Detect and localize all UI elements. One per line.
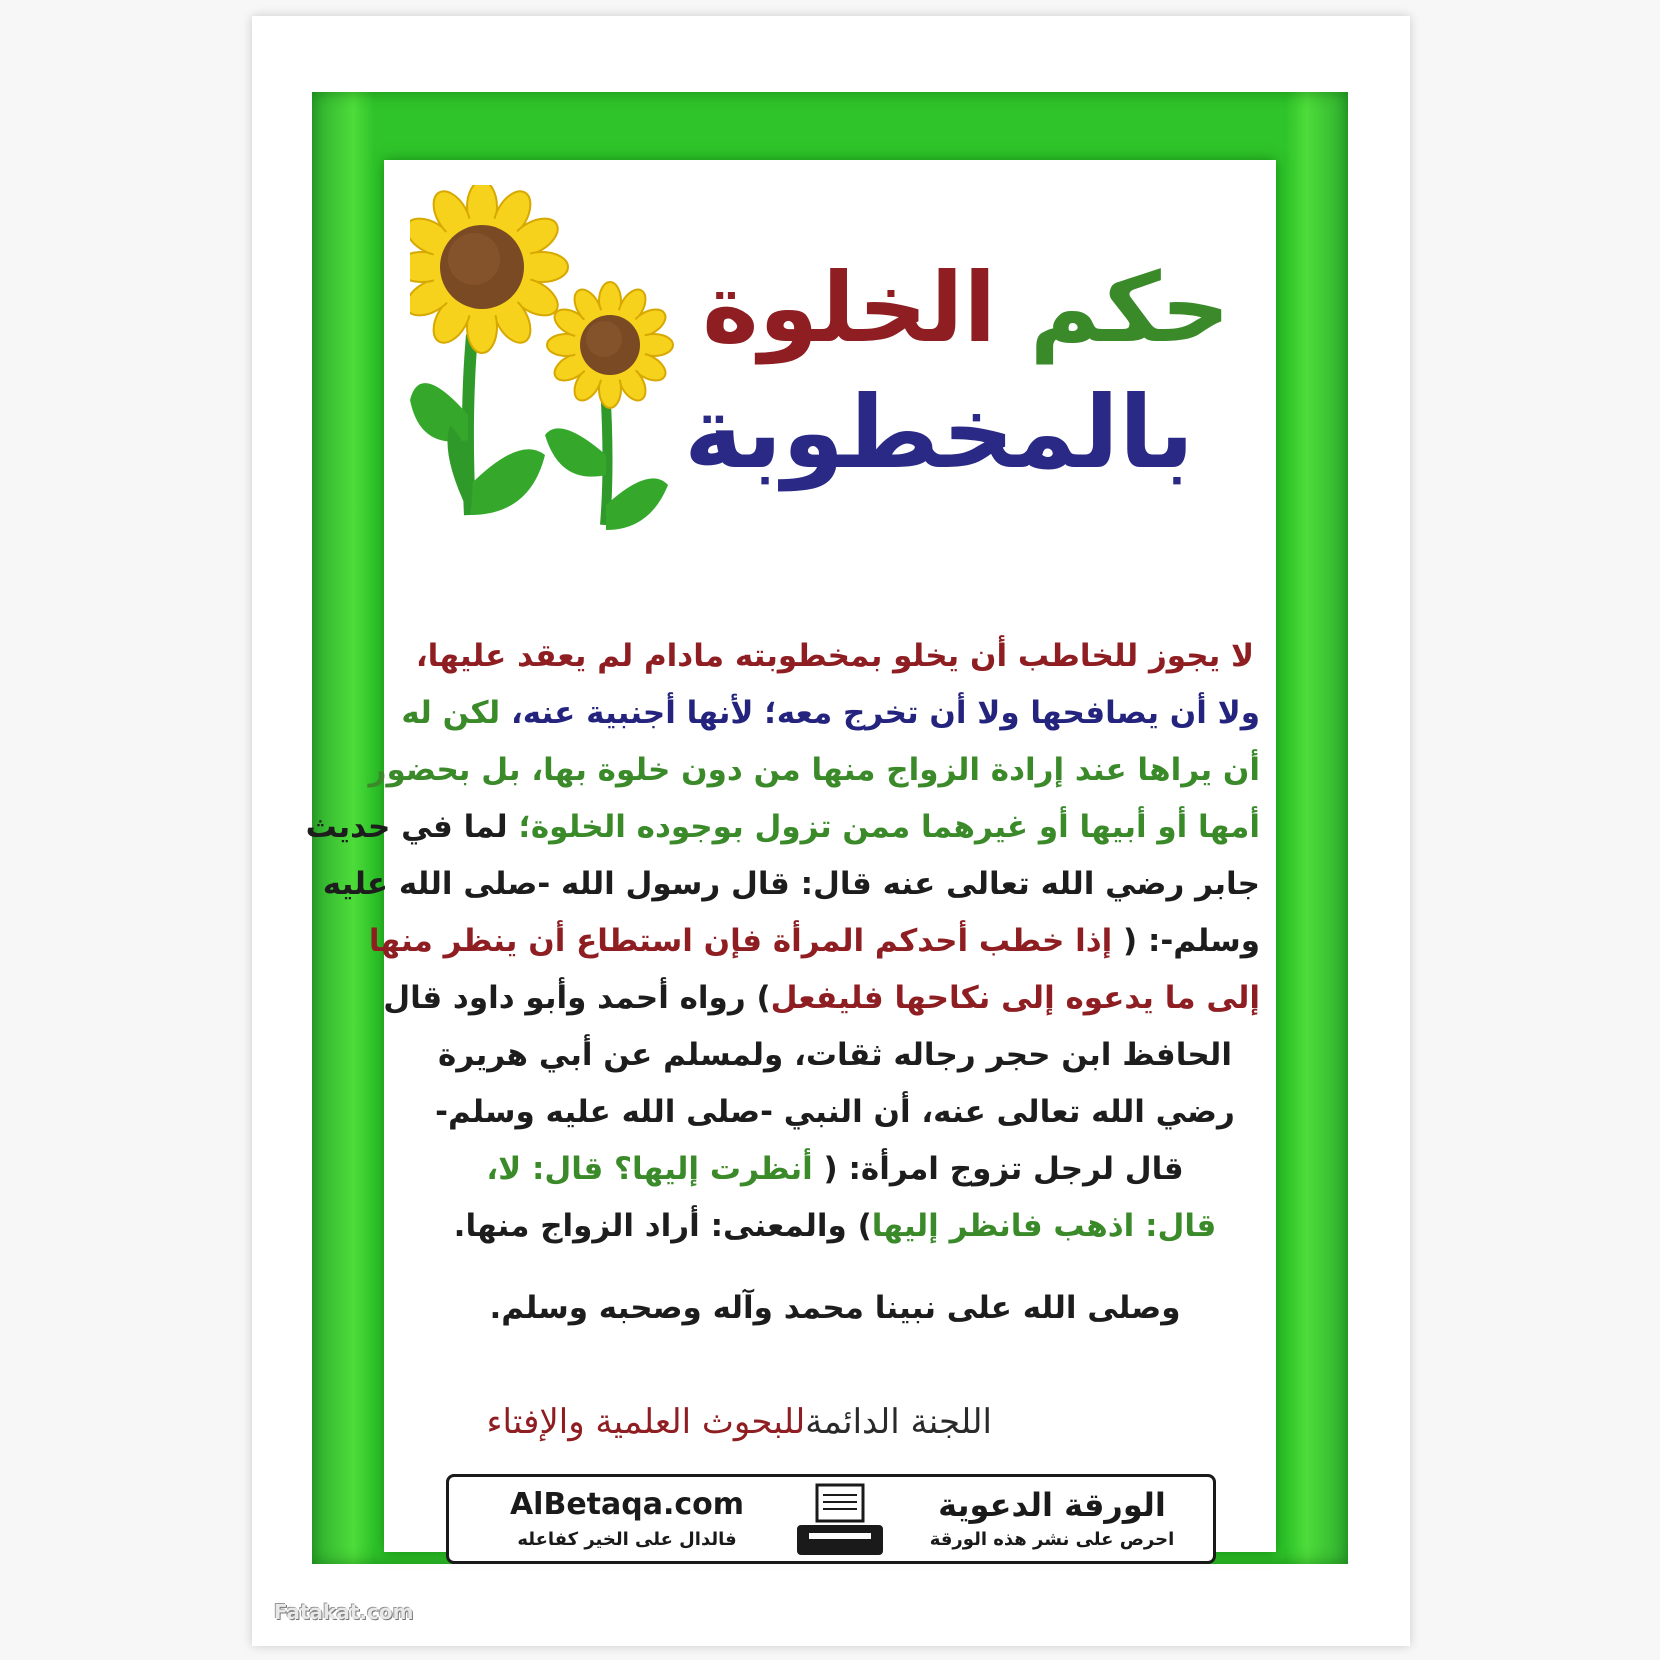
footer-note: احرص على نشر هذه الورقة <box>929 1529 1175 1550</box>
small-sunflower <box>545 282 673 530</box>
body-line: ولا أن يصافحها ولا أن تخرج معه؛ لأنها أجنبية عنه، لكن له <box>401 695 1260 731</box>
closing-prayer: وصلى الله على نبينا محمد وآله وصحبه وسلم. <box>489 1290 1181 1326</box>
committee-name-part1: اللجنة الدائمة <box>805 1402 992 1442</box>
printer-icon <box>789 1483 889 1559</box>
committee-signature <box>487 1402 993 1442</box>
footer-site: AlBetaqa.com <box>509 1487 745 1522</box>
body-line: أمها أو أبيها أو غيرهما ممن تزول بوجوده الخلوة؛ لما في حديث <box>305 809 1260 845</box>
fatwa-body <box>305 628 1260 1255</box>
body-line: قال: اذهب فانظر إليها) والمعنى: أراد الزواج منها. <box>453 1208 1217 1244</box>
title-line-2: بالمخطوبة <box>683 374 1194 491</box>
title-word-seclusion: الخلوة <box>702 252 997 364</box>
body-line: قال لرجل تزوج امرأة: ( أنظرت إليها؟ قال: لا، <box>486 1151 1184 1187</box>
title-line-1 <box>670 248 1230 368</box>
body-line: أن يراها عند إرادة الزواج منها من دون خلوة بها، بل بحضور <box>368 752 1260 788</box>
committee-name-part2: للبحوث العلمية والإفتاء <box>486 1402 806 1442</box>
poster-title <box>670 248 1230 498</box>
footer-brand-block <box>907 1485 1197 1555</box>
footer-site-block <box>467 1485 787 1555</box>
footer-banner <box>446 1474 1216 1564</box>
body-line: إلى ما يدعوه إلى نكاحها فليفعل) رواه أحمد وأبو داود قال <box>383 980 1260 1016</box>
body-line: لا يجوز للخاطب أن يخلو بمخطوبته مادام لم يعقد عليها، <box>415 638 1255 674</box>
body-line: الحافظ ابن حجر رجاله ثقات، ولمسلم عن أبي هريرة <box>438 1037 1232 1073</box>
footer-brand: الورقة الدعوية <box>938 1486 1166 1524</box>
body-line: وسلم-: ( إذا خطب أحدكم المرأة فإن استطاع أن ينظر منها <box>368 923 1260 959</box>
title-word-ruling: حكم <box>1029 252 1230 364</box>
large-sunflower <box>410 185 568 515</box>
watermark: Fatakat.com <box>274 1600 414 1624</box>
body-line: جابر رضي الله تعالى عنه قال: قال رسول الله -صلى الله عليه <box>322 866 1260 902</box>
body-line: رضي الله تعالى عنه، أن النبي -صلى الله عليه وسلم- <box>435 1094 1235 1130</box>
sunflowers-illustration <box>410 185 700 565</box>
footer-proverb: فالدال على الخير كفاعله <box>517 1529 737 1550</box>
